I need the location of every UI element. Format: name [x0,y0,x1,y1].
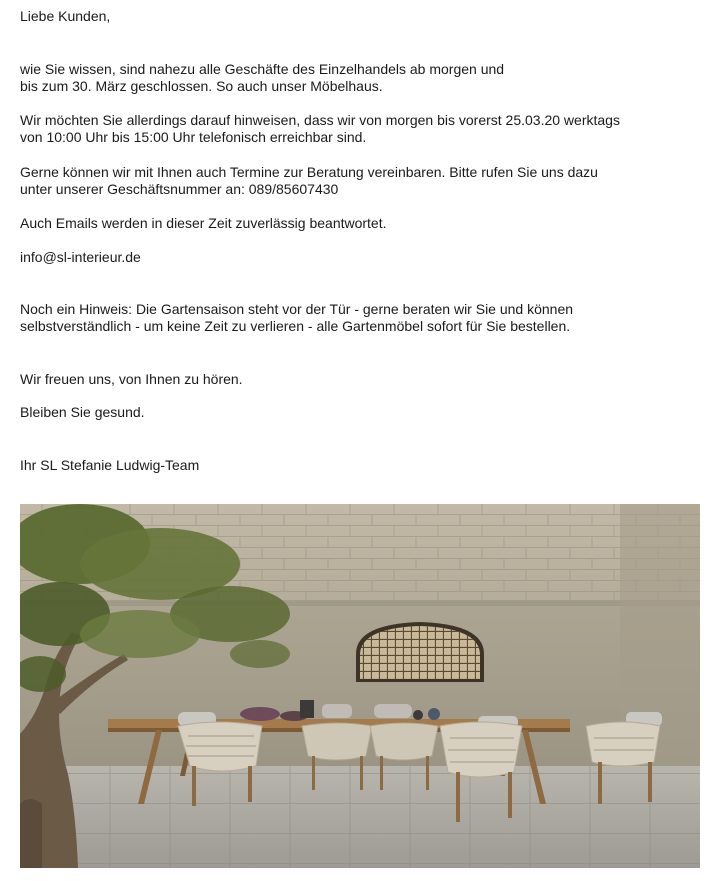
garden-furniture-photo [20,504,700,868]
paragraph-closure-line-1: wie Sie wissen, sind nahezu alle Geschäfte des Einzelhandels ab morgen und [20,61,505,77]
paragraph-emails: Auch Emails werden in dieser Zeit zuverlässig beantwortet. [20,215,387,231]
paragraph-looking-forward: Wir freuen uns, von Ihnen zu hören. [20,371,243,387]
paragraph-phone-hours-line-2: von 10:00 Uhr bis 15:00 Uhr telefonisch erreichbar sind. [20,129,367,145]
email-link[interactable]: info@sl-interieur.de [20,249,141,265]
paragraph-appointments-line-1: Gerne können wir mit Ihnen auch Termine zur Beratung vereinbaren. Bitte rufen Sie uns dazu [20,164,598,180]
paragraph-appointments-line-2: unter unserer Geschäftsnummer an: 089/85607430 [20,181,339,197]
paragraph-closure-line-2: bis zum 30. März geschlossen. So auch unser Möbelhaus. [20,78,383,94]
paragraph-stay-healthy: Bleiben Sie gesund. [20,404,145,420]
signature: Ihr SL Stefanie Ludwig-Team [20,457,200,473]
paragraph-phone-hours-line-1: Wir möchten Sie allerdings darauf hinweisen, dass wir von morgen bis vorerst 25.03.20 werktags [20,112,620,128]
paragraph-garden-line-1: Noch ein Hinweis: Die Gartensaison steht vor der Tür - gerne beraten wir Sie und können [20,301,574,317]
paragraph-garden-line-2: selbstverständlich - um keine Zeit zu verlieren - alle Gartenmöbel sofort für Sie bestellen. [20,318,571,334]
greeting: Liebe Kunden, [20,8,111,24]
